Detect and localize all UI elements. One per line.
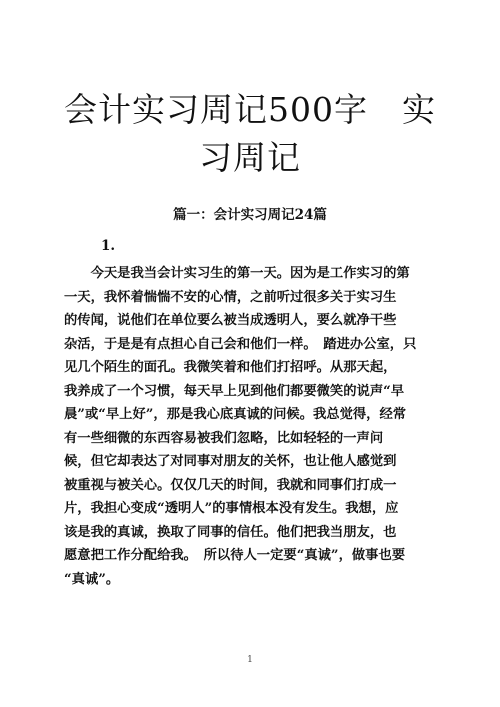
body-line: 愿意把工作分配给我。 所以待人一定要“真诚”，做事也要 xyxy=(64,548,406,563)
body-line: 晨”或“早上好”，那是我心底真诚的问候。我总觉得，经常 xyxy=(64,407,407,422)
body-line: 杂活，于是是有点担心自己会和他们一样。 踏进办公室，只 xyxy=(64,336,417,352)
page-number: 1 xyxy=(247,655,253,665)
entry-number: 1. xyxy=(101,238,116,254)
section-subtitle: 篇一：会计实习周记24篇 xyxy=(173,207,327,223)
body-line: 候，但它却表达了对同事对朋友的关怀，也让他人感觉到 xyxy=(64,454,397,469)
title-line: 习周记 xyxy=(199,138,301,177)
document-title xyxy=(60,86,440,182)
body-line: 有一些细微的东西容易被我们忽略，比如轻轻的一声问 xyxy=(64,430,384,446)
body-line: 我养成了一个习惯，每天早上见到他们都要微笑的说声“早 xyxy=(64,383,405,399)
body-line: “真诚”。 xyxy=(64,571,120,587)
body-line: 的传闻，说他们在单位要么被当成透明人，要么就净干些 xyxy=(64,313,397,328)
body-paragraph xyxy=(64,262,436,591)
body-line: 今天是我当会计实习生的第一天。因为是工作实习的第 xyxy=(64,266,410,281)
title-line: 会计实习周记500字 实 xyxy=(64,90,436,129)
body-line: 一天，我怀着惴惴不安的心情，之前听过很多关于实习生 xyxy=(64,289,397,305)
body-line: 被重视与被关心。仅仅几天的时间，我就和同事们打成一 xyxy=(64,477,397,493)
body-line: 见几个陌生的面孔。我微笑着和他们打招呼。从那天起， xyxy=(64,360,397,375)
body-line: 片，我担心变成“透明人”的事情根本没有发生。我想，应 xyxy=(64,501,399,516)
body-line: 该是我的真诚，换取了同事的信任。他们把我当朋友，也 xyxy=(64,524,397,540)
